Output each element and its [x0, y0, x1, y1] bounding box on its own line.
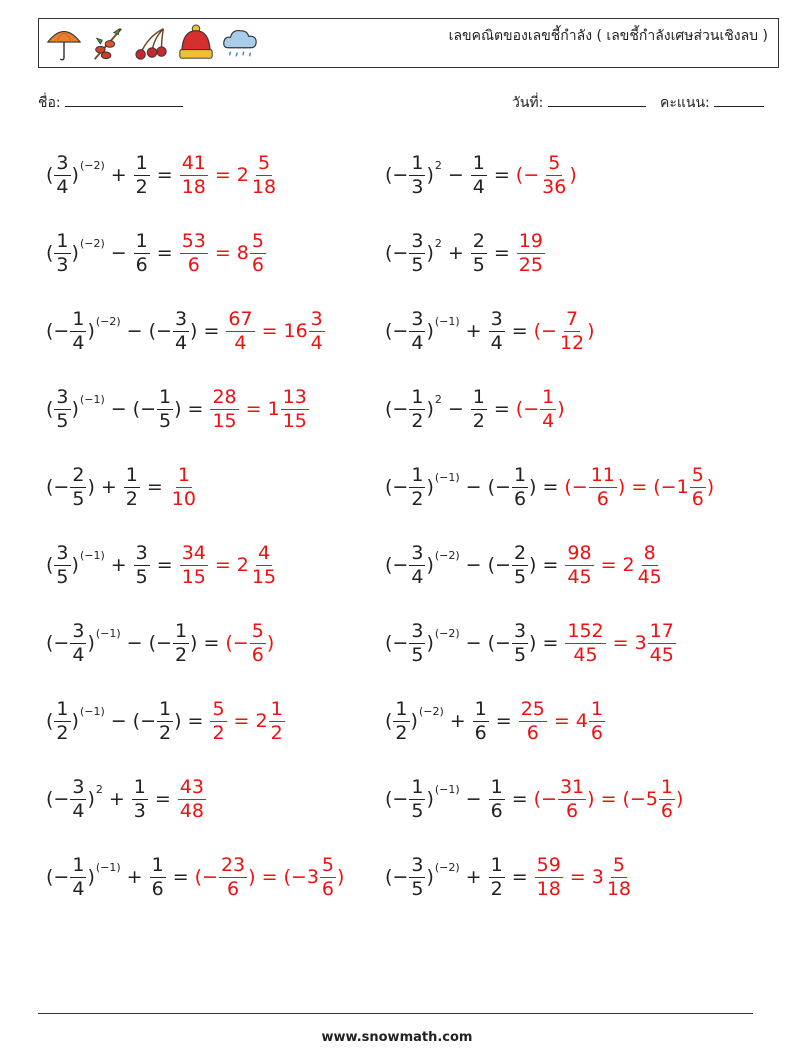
- problem-item: ( $\frac{1}{3}$ )$^{(-2)}$ − $\frac{1}{6}$ = $\frac{53}{6}$ = 8 $\frac{5}{6}$: [46, 228, 267, 278]
- name-blank: [65, 92, 183, 107]
- problem-item: (− $\frac{1}{5}$ )$^{(-1)}$ − $\frac{1}{6}$ = (− $\frac{31}{6}$ ) = (−5 $\frac{1}{6}$ ): [385, 775, 684, 822]
- problem-answer: $\frac{41}{18}$ = 2 $\frac{5}{18}$: [181, 151, 277, 198]
- problem-answer: $\frac{67}{4}$ = 16 $\frac{3}{4}$: [228, 307, 323, 354]
- problem-answer: $\frac{59}{18}$ = 3 $\frac{5}{18}$: [536, 853, 631, 900]
- problem-item: (− $\frac{1}{4}$ )$^{(-1)}$ + $\frac{1}{6}$ = (− $\frac{23}{6}$ ) = (−3 $\frac{5}{6}$ ): [46, 853, 345, 900]
- problem-expression: (− $\frac{1}{2}$ )$^2$ − $\frac{1}{2}$: [385, 385, 485, 432]
- footer-divider: [38, 1013, 753, 1014]
- problem-answer: (− $\frac{5}{36}$ ): [515, 151, 577, 198]
- problem-expression: ( $\frac{1}{2}$ )$^{(-2)}$ + $\frac{1}{6}$: [385, 697, 487, 744]
- problem-answer: $\frac{152}{45}$ = 3 $\frac{17}{45}$: [567, 619, 674, 666]
- problem-expression: (− $\frac{1}{4}$ )$^{(-2)}$ − (− $\frac{3}{4}$ ): [46, 307, 198, 354]
- problem-expression: (− $\frac{2}{5}$ ) + $\frac{1}{2}$: [46, 463, 138, 510]
- date-field: [512, 92, 646, 114]
- problem-answer: $\frac{98}{45}$ = 2 $\frac{8}{45}$: [567, 541, 662, 588]
- rain-cloud-icon: [221, 23, 259, 63]
- problem-item: (− $\frac{3}{4}$ )$^2$ + $\frac{1}{3}$ = $\frac{43}{48}$: [46, 774, 207, 824]
- problem-answer: $\frac{43}{48}$: [179, 775, 204, 822]
- problem-item: ( $\frac{3}{4}$ )$^{(-2)}$ + $\frac{1}{2}$ = $\frac{41}{18}$ = 2 $\frac{5}{18}$: [46, 150, 279, 200]
- problem-item: ( $\frac{1}{2}$ )$^{(-2)}$ + $\frac{1}{6}$ = $\frac{25}{6}$ = 4 $\frac{1}{6}$: [385, 696, 606, 746]
- problem-answer: $\frac{53}{6}$ = 8 $\frac{5}{6}$: [181, 229, 264, 276]
- problem-item: (− $\frac{3}{4}$ )$^{(-1)}$ − (− $\frac{1}{2}$ ) = (− $\frac{5}{6}$ ): [46, 619, 275, 666]
- berries-branch-icon: [89, 23, 127, 63]
- problem-item: (− $\frac{1}{2}$ )$^{(-1)}$ − (− $\frac{1}{6}$ ) = (− $\frac{11}{6}$ ) = (−1 $\frac{5}{6}$ ): [385, 463, 715, 510]
- score-blank: [714, 92, 764, 107]
- problem-expression: (− $\frac{3}{5}$ )$^2$ + $\frac{2}{5}$: [385, 229, 485, 276]
- problem-expression: (− $\frac{3}{5}$ )$^{(-2)}$ − (− $\frac{3}{5}$ ): [385, 619, 537, 666]
- score-label: คะแนน:: [660, 95, 710, 111]
- problem-item: (− $\frac{3}{5}$ )$^{(-2)}$ − (− $\frac{3}{5}$ ) = $\frac{152}{45}$ = 3 $\frac{17}{45}$: [385, 618, 677, 668]
- date-label: วันที่:: [512, 95, 544, 111]
- problem-answer: (− $\frac{5}{6}$ ): [225, 619, 275, 666]
- worksheet-title: เลขคณิตของเลขชี้กำลัง ( เลขชี้กำลังเศษส่วนเชิงลบ ): [448, 28, 768, 44]
- problem-expression: (− $\frac{1}{5}$ )$^{(-1)}$ − $\frac{1}{6}$: [385, 775, 503, 822]
- problem-expression: (− $\frac{3}{4}$ )$^{(-1)}$ − (− $\frac{1}{2}$ ): [46, 619, 198, 666]
- problem-answer: $\frac{25}{6}$ = 4 $\frac{1}{6}$: [520, 697, 603, 744]
- cherries-icon: [133, 23, 171, 63]
- problem-answer: (− $\frac{7}{12}$ ): [533, 307, 595, 354]
- problem-expression: (− $\frac{3}{5}$ )$^{(-2)}$ + $\frac{1}{2}$: [385, 853, 503, 900]
- problem-item: ( $\frac{3}{5}$ )$^{(-1)}$ + $\frac{3}{5}$ = $\frac{34}{15}$ = 2 $\frac{4}{15}$: [46, 540, 279, 590]
- problem-item: ( $\frac{1}{2}$ )$^{(-1)}$ − (− $\frac{1}{2}$ ) = $\frac{5}{2}$ = 2 $\frac{1}{2}$: [46, 696, 286, 746]
- problem-answer: (− $\frac{1}{4}$ ): [515, 385, 565, 432]
- problem-item: (− $\frac{3}{5}$ )$^2$ + $\frac{2}{5}$ = $\frac{19}{25}$: [385, 228, 546, 278]
- problem-answer: $\frac{19}{25}$: [518, 229, 543, 276]
- problem-item: (− $\frac{1}{3}$ )$^2$ − $\frac{1}{4}$ = (− $\frac{5}{36}$ ): [385, 151, 577, 198]
- problem-expression: (− $\frac{3}{4}$ )$^2$ + $\frac{1}{3}$: [46, 775, 146, 822]
- problem-item: (− $\frac{3}{4}$ )$^{(-1)}$ + $\frac{3}{4}$ = (− $\frac{7}{12}$ ): [385, 307, 595, 354]
- problem-item: (− $\frac{2}{5}$ ) + $\frac{1}{2}$ = $\frac{1}{10}$: [46, 462, 199, 512]
- problem-item: (− $\frac{1}{4}$ )$^{(-2)}$ − (− $\frac{3}{4}$ ) = $\frac{67}{4}$ = 16 $\frac{3}{4}$: [46, 306, 326, 356]
- winter-hat-icon: [177, 23, 215, 63]
- problem-item: (− $\frac{3}{5}$ )$^{(-2)}$ + $\frac{1}{2}$ = $\frac{59}{18}$ = 3 $\frac{5}{18}$: [385, 852, 634, 902]
- problem-answer: $\frac{28}{15}$ = 1 $\frac{13}{15}$: [212, 385, 307, 432]
- problem-expression: (− $\frac{1}{4}$ )$^{(-1)}$ + $\frac{1}{6}$: [46, 853, 164, 900]
- problem-item: (− $\frac{3}{4}$ )$^{(-2)}$ − (− $\frac{2}{5}$ ) = $\frac{98}{45}$ = 2 $\frac{8}{45}$: [385, 540, 665, 590]
- footer-url: www.snowmath.com: [321, 1030, 473, 1045]
- problem-item: (− $\frac{1}{2}$ )$^2$ − $\frac{1}{2}$ = (− $\frac{1}{4}$ ): [385, 385, 565, 432]
- problem-expression: ( $\frac{3}{5}$ )$^{(-1)}$ − (− $\frac{1}{5}$ ): [46, 385, 182, 432]
- score-field: [660, 92, 764, 114]
- problem-answer: (− $\frac{23}{6}$ ) = (−3 $\frac{5}{6}$ ): [194, 853, 345, 900]
- header-icons: [45, 23, 259, 65]
- worksheet-header: [38, 18, 779, 68]
- problem-answer: (− $\frac{11}{6}$ ) = (−1 $\frac{5}{6}$ ): [564, 463, 715, 510]
- problem-expression: (− $\frac{1}{2}$ )$^{(-1)}$ − (− $\frac{1}{6}$ ): [385, 463, 537, 510]
- problem-expression: ( $\frac{3}{4}$ )$^{(-2)}$ + $\frac{1}{2}$: [46, 151, 148, 198]
- problem-expression: (− $\frac{3}{4}$ )$^{(-1)}$ + $\frac{3}{4}$: [385, 307, 503, 354]
- problem-expression: ( $\frac{1}{3}$ )$^{(-2)}$ − $\frac{1}{6}$: [46, 229, 148, 276]
- name-label: ชื่อ:: [38, 95, 61, 111]
- problem-expression: ( $\frac{3}{5}$ )$^{(-1)}$ + $\frac{3}{5}$: [46, 541, 148, 588]
- umbrella-icon: [45, 23, 83, 63]
- date-blank: [548, 92, 646, 107]
- problem-answer: $\frac{5}{2}$ = 2 $\frac{1}{2}$: [212, 697, 283, 744]
- problem-answer: (− $\frac{31}{6}$ ) = (−5 $\frac{1}{6}$ ): [533, 775, 684, 822]
- problem-answer: $\frac{1}{10}$: [171, 463, 196, 510]
- problem-item: ( $\frac{3}{5}$ )$^{(-1)}$ − (− $\frac{1}{5}$ ) = $\frac{28}{15}$ = 1 $\frac{13}{15}$: [46, 384, 310, 434]
- name-field: [38, 92, 183, 114]
- problem-answer: $\frac{34}{15}$ = 2 $\frac{4}{15}$: [181, 541, 277, 588]
- problem-expression: (− $\frac{3}{4}$ )$^{(-2)}$ − (− $\frac{2}{5}$ ): [385, 541, 537, 588]
- problem-expression: ( $\frac{1}{2}$ )$^{(-1)}$ − (− $\frac{1}{2}$ ): [46, 697, 182, 744]
- problem-expression: (− $\frac{1}{3}$ )$^2$ − $\frac{1}{4}$: [385, 151, 485, 198]
